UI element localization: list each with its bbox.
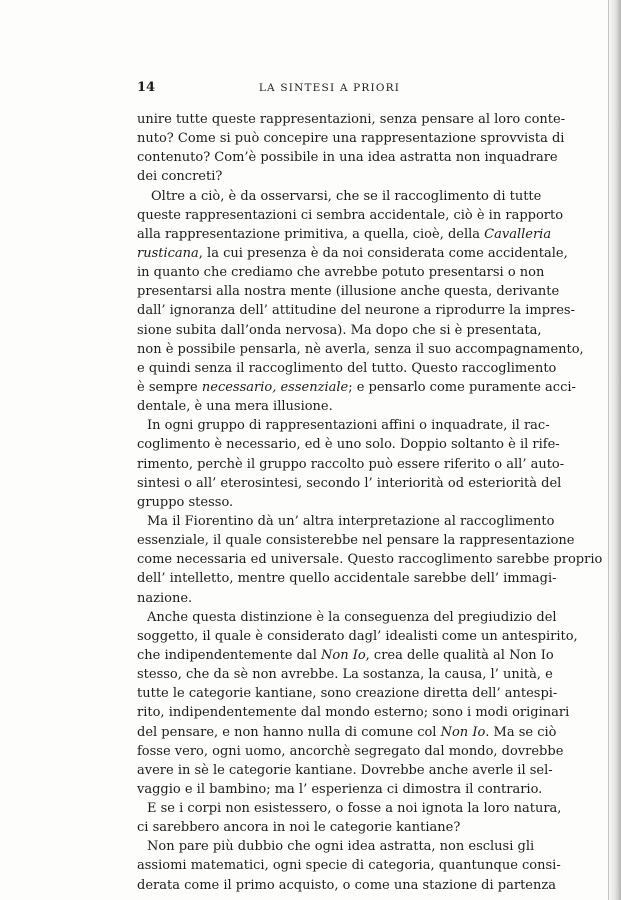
text-line: dall’ ignoranza dell’ attitudine del neurone a riprodurre la impres- (137, 303, 575, 319)
text-line: contenuto? Com’è possibile in una idea astratta non inquadrare (137, 150, 558, 166)
text-line: rusticana, la cui presenza è da noi considerata come accidentale, (137, 245, 568, 261)
text-line: presentarsi alla nostra mente (illusione anche questa, derivante (137, 284, 560, 300)
text-line: Ma il Fiorentino dà un’ altra interpretazione al raccoglimento (147, 513, 555, 529)
text-line: è sempre necessario, essenziale; e pensarlo come puramente acci- (137, 379, 576, 395)
text-line: sione subita dall’onda nervosa). Ma dopo che si è presentata, (137, 322, 542, 338)
text-line: come necessaria ed universale. Questo raccoglimento sarebbe proprio (137, 552, 603, 568)
text-line: sintesi o all’ eterosintesi, secondo l’ interiorità od esteriorità del (137, 475, 562, 491)
text-line: In ogni gruppo di rappresentazioni affini o inquadrate, il rac- (147, 418, 550, 434)
text-line: dell’ intelletto, mentre quello accidentale sarebbe dell’ immagi- (137, 571, 557, 587)
page-header (137, 80, 522, 98)
text-line: e quindi senza il raccoglimento del tutto. Questo raccoglimento (137, 360, 557, 376)
italic-term: Non Io (440, 724, 486, 740)
text-line: rito, indipendentemente dal mondo esterno; sono i modi originari (137, 705, 570, 721)
text-line: essenziale, il quale consisterebbe nel pensare la rappresentazione (137, 533, 575, 549)
text-line: in quanto che crediamo che avrebbe potuto presentarsi o non (137, 265, 545, 281)
text-line: nazione. (137, 590, 193, 606)
text-line: gruppo stesso. (137, 494, 234, 510)
text-line: fosse vero, ogni uomo, ancorchè segregato dal mondo, dovrebbe (137, 743, 564, 759)
body-text (137, 110, 603, 895)
text-line: unire tutte queste rappresentazioni, senza pensare al loro conte- (137, 112, 566, 127)
italic-term: Non Io (321, 647, 366, 663)
text-line: E se i corpi non esistessero, o fosse a noi ignota la loro natura, (147, 801, 562, 817)
text-line: rimento, perchè il gruppo raccolto può essere riferito o all’ auto- (137, 456, 565, 472)
text-line: che indipendentemente dal Non Io, crea delle qualità al Non Io (137, 647, 554, 663)
running-head: LA SINTESI A PRIORI (258, 82, 401, 94)
text-line: soggetto, il quale è considerato dagl’ idealisti come un antespirito, (137, 628, 578, 644)
text-line: alla rappresentazione primitiva, a quella, cioè, della Cavalleria (137, 226, 552, 242)
italic-term: Cavalleria (484, 226, 552, 242)
text-line: nuto? Come si può concepire una rappresentazione sprovvista di (137, 131, 565, 147)
text-line: queste rappresentazioni ci sembra accidentale, ciò è in rapporto (137, 207, 564, 223)
text-line: Oltre a ciò, è da osservarsi, che se il raccoglimento di tutte (151, 188, 542, 204)
text-line: del pensare, e non hanno nulla di comune col Non Io. Ma se ciò (137, 724, 557, 740)
text-line: ci sarebbero ancora in noi le categorie kantiane? (137, 820, 461, 836)
text-line: Non pare più dubbio che ogni idea astratta, non esclusi gli (147, 839, 535, 855)
text-line: avere in sè le categorie kantiane. Dovrebbe anche averle il sel- (137, 762, 553, 778)
text-line: vaggio e il bambino; ma l’ esperienza ci dimostra il contrario. (137, 781, 543, 797)
text-line: dei concreti? (137, 169, 223, 185)
text-line: tutte le categorie kantiane, sono creazione diretta dell’ antespi- (137, 686, 558, 702)
text-line: Anche questa distinzione è la conseguenza del pregiudizio del (147, 609, 557, 625)
italic-term: rusticana (137, 245, 199, 261)
page-edge-shadow (607, 0, 621, 900)
text-line: derata come il primo acquisto, o come una stazione di partenza (137, 877, 556, 893)
text-line: assiomi matematici, ogni specie di categoria, quantunque consi- (137, 858, 561, 874)
text-line: dentale, è una mera illusione. (137, 399, 333, 415)
text-line: coglimento è necessario, ed è uno solo. Doppio soltanto è il rife- (137, 437, 560, 453)
page-number: 14 (137, 80, 156, 95)
text-line: non è possibile pensarla, nè averla, senza il suo accompagnamento, (137, 341, 584, 357)
text-line: stesso, che da sè non avrebbe. La sostanza, la causa, l’ unità, e (137, 667, 553, 683)
italic-term: necessario, essenziale (201, 379, 349, 395)
